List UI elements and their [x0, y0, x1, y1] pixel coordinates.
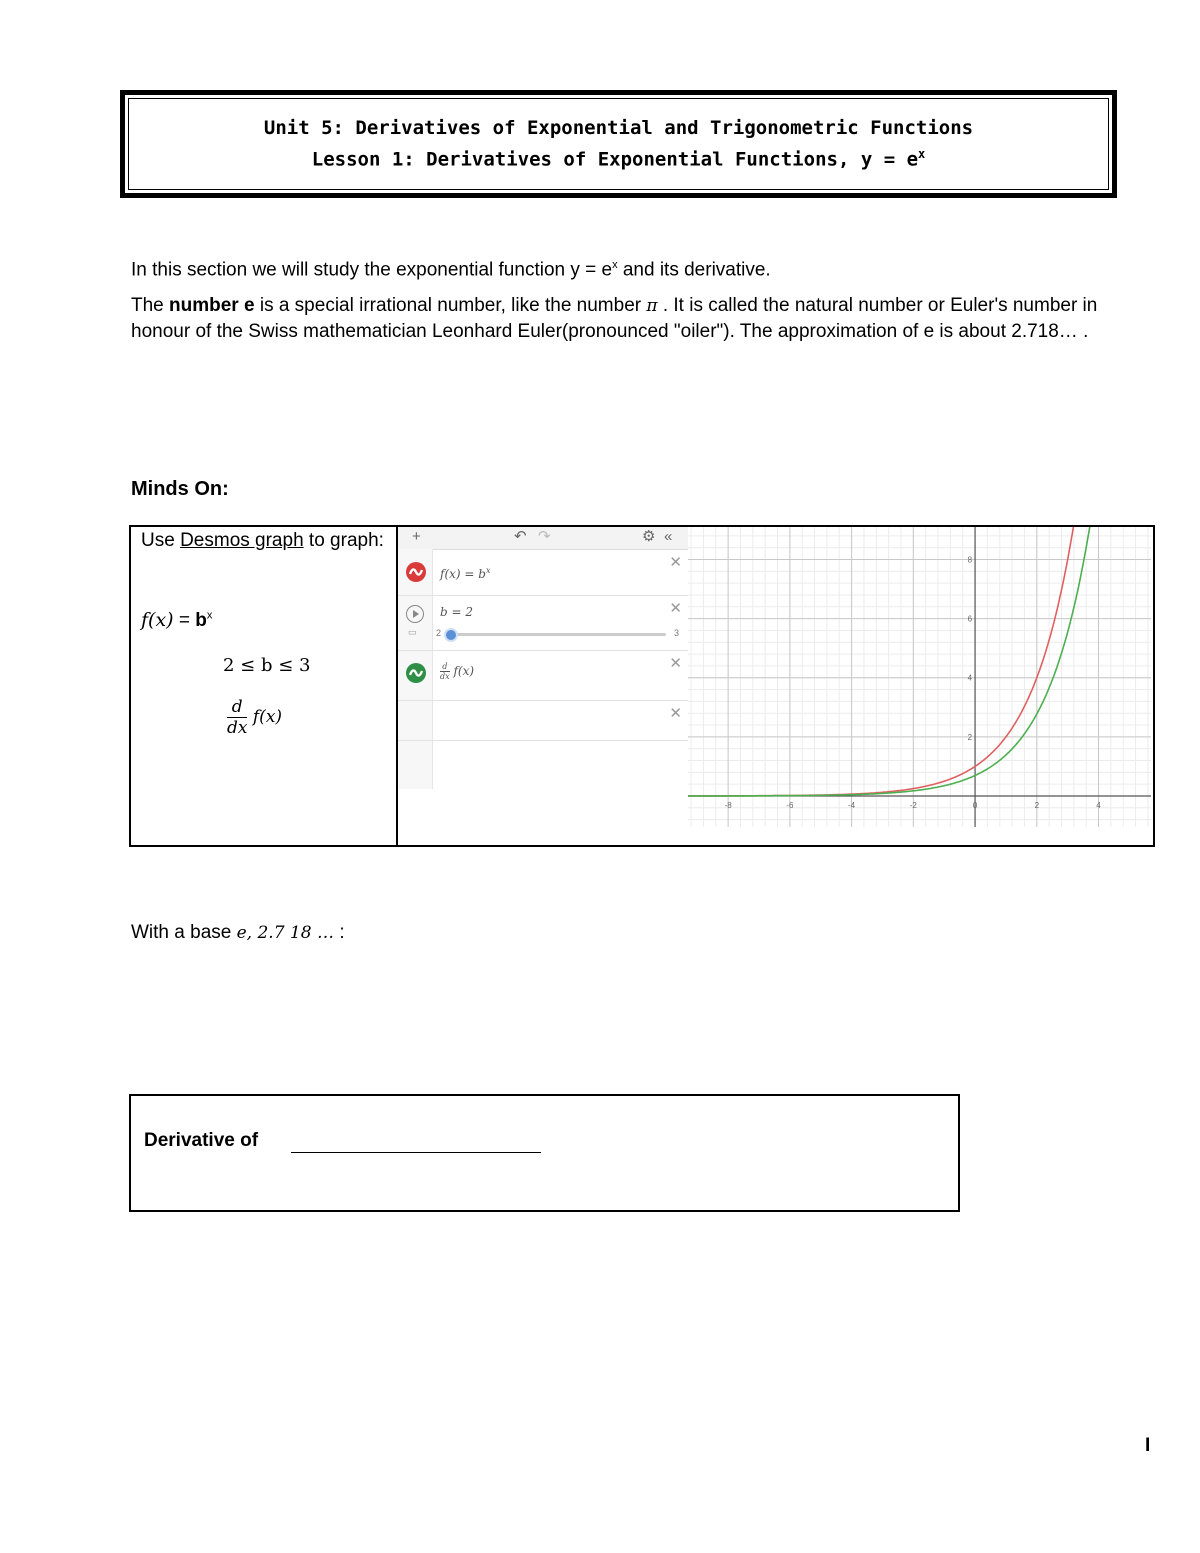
settings-icon[interactable]: ⚙ [642, 528, 656, 545]
expr-1-text: $f(x) = b^x$ [440, 566, 491, 581]
desmos-expression-empty[interactable] [398, 700, 688, 741]
intro-paragraph-2: The number e is a special irrational number, like the number π . It is called the natural number or Euler's number in honour of the Swiss mathematician Leonhard Euler(pronounced "oiler"). The approximation of e is about 2.718… . [131, 295, 1098, 342]
intro-paragraph-1: In this section we will study the exponential function $y = e^x$ and its derivative. [131, 259, 771, 281]
f-curve [688, 527, 1077, 796]
lesson-title: Lesson 1: Derivatives of Exponential Functions, $y = e^x$ [311, 147, 926, 171]
close-icon[interactable]: ✕ [669, 554, 682, 571]
title-box [120, 90, 1117, 198]
play-icon[interactable] [406, 605, 424, 623]
desmos-toolbar [398, 527, 688, 550]
expr-2-text: b = 2 [440, 605, 473, 619]
unit-title: Unit 5: Derivatives of Exponential and Trigonometric Functions [263, 117, 974, 139]
y-tick-label: 2 [967, 732, 973, 742]
redo-icon[interactable]: ↷ [538, 528, 551, 545]
pi-symbol: π [646, 296, 658, 316]
y-tick-label: 6 [967, 614, 973, 624]
graph-color-green-icon[interactable] [406, 663, 426, 683]
x-tick-label: -6 [786, 800, 794, 810]
derivative-curve [688, 527, 1094, 796]
answer-blank[interactable] [291, 1152, 541, 1153]
y-tick-label: 8 [967, 555, 973, 565]
x-tick-label: -2 [909, 800, 917, 810]
desmos-expression-3[interactable] [398, 650, 688, 701]
y-tick-label: 4 [967, 673, 973, 683]
minds-on-table [129, 525, 1155, 847]
x-tick-label: 4 [1096, 800, 1101, 810]
x-tick-label: 0 [972, 800, 978, 810]
base-e-line: With a base e, 2.7 18 … : [131, 922, 345, 943]
slider-settings-icon[interactable]: ▭ [408, 627, 417, 637]
desmos-expression-2[interactable] [398, 595, 688, 651]
graph-canvas[interactable] [688, 527, 1151, 827]
x-tick-label: -8 [724, 800, 732, 810]
desmos-graph[interactable] [688, 527, 1151, 827]
slider-track[interactable] [446, 633, 666, 636]
undo-icon[interactable]: ↶ [514, 528, 527, 545]
desmos-expression-list [398, 527, 688, 827]
b-range: 2 ≤ b ≤ 3 [223, 655, 311, 676]
close-icon[interactable]: ✕ [669, 655, 682, 672]
desmos-expression-1[interactable] [398, 549, 688, 596]
graph-color-red-icon[interactable] [406, 562, 426, 582]
expr-3-text: $\frac{d}{dx}$ f(x) [440, 662, 475, 681]
x-tick-label: 2 [1034, 800, 1040, 810]
function-definition: $f(x) = b^x$ [141, 609, 213, 631]
derivative-label: Derivative of [144, 1130, 259, 1151]
close-icon[interactable]: ✕ [669, 705, 682, 722]
slider-handle[interactable] [444, 628, 458, 642]
desmos-screenshot [398, 527, 1151, 845]
instruction-text: Use Desmos graph to graph: [141, 530, 384, 551]
x-tick-label: -4 [848, 800, 856, 810]
slider-min: 2 [436, 628, 442, 638]
close-icon[interactable]: ✕ [669, 600, 682, 617]
collapse-icon[interactable]: « [664, 528, 673, 545]
derivative-answer-box [129, 1094, 960, 1212]
page-number: I [1145, 1435, 1151, 1456]
add-icon[interactable]: + [412, 528, 421, 545]
slider-max: 3 [674, 628, 680, 638]
desmos-link[interactable]: Desmos graph [180, 530, 304, 551]
minds-on-heading: Minds On: [131, 478, 229, 500]
derivative-expression: $\frac{d}{dx}$ f(x) [227, 697, 283, 738]
